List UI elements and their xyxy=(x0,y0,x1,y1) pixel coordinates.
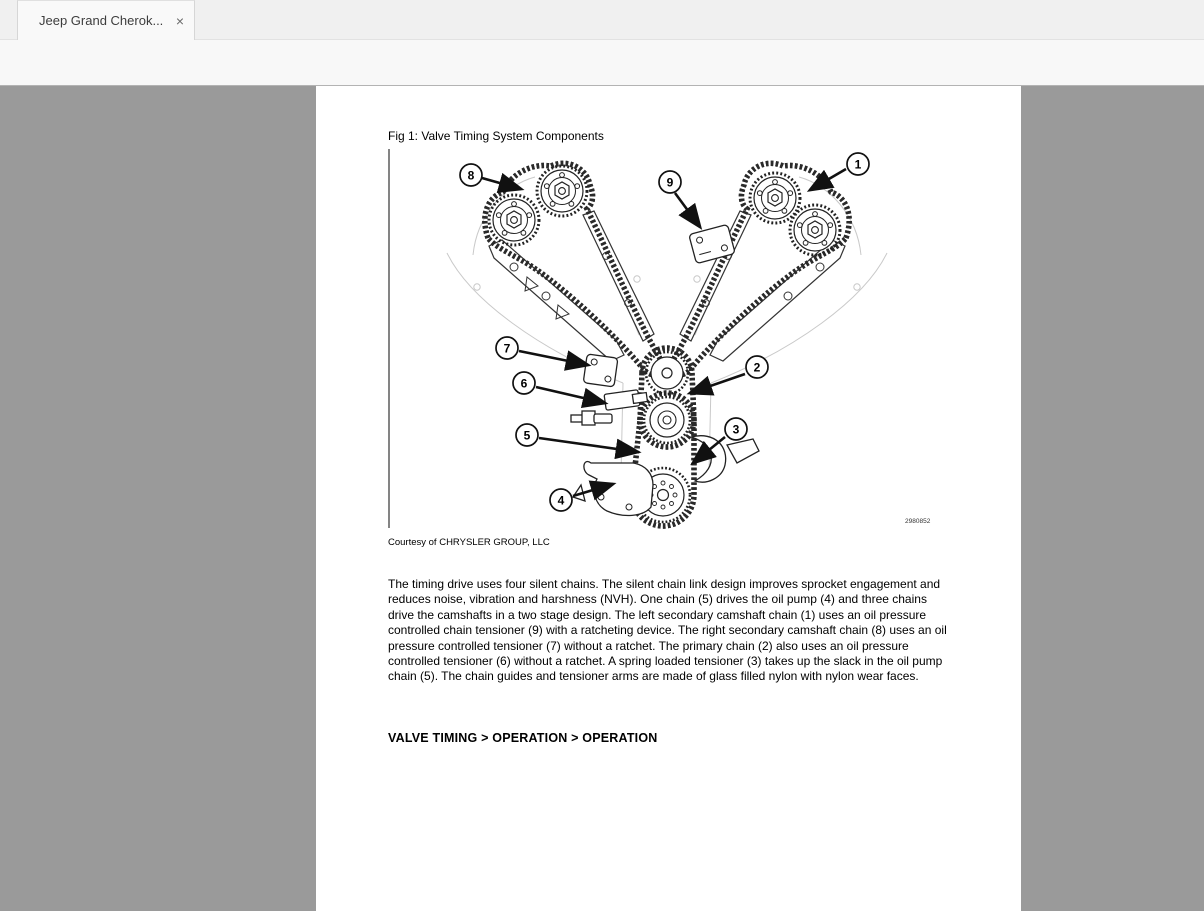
tab-title: Jeep Grand Cherok... xyxy=(39,13,164,28)
callout-4: 4 xyxy=(557,493,565,508)
callout-5: 5 xyxy=(523,428,531,443)
callout-6: 6 xyxy=(520,376,528,391)
pdf-page xyxy=(316,86,1021,911)
tensioner-bracket xyxy=(727,439,759,463)
figure-caption: Fig 1: Valve Timing System Components xyxy=(388,129,604,143)
callout-1: 1 xyxy=(854,157,862,172)
document-canvas[interactable] xyxy=(0,86,1204,911)
document-tab[interactable] xyxy=(17,0,195,40)
tab-close-icon[interactable]: × xyxy=(175,12,184,29)
callout-8: 8 xyxy=(467,168,475,183)
callout-9: 9 xyxy=(666,175,674,190)
document-tab-bar xyxy=(0,0,1204,40)
body-paragraph: The timing drive uses four silent chains. The silent chain link design improves sprocket engagement and reduces noise, vibration and harshness (NVH). One chain (5) drives the oil pump (4) and three chains drive the camshafts in a two stage design. The left secondary camshaft chain (1) uses an oil pressure controlled chain tensioner (9) with a ratcheting device. The right secondary camshaft chain (8) uses an oil pressure controlled tensioner (7) without a ratchet. The primary chain (2) also uses an oil pressure controlled tensioner (6) without a ratchet. A spring loaded tensioner (3) takes up the slack in the oil pump chain (5). The chain guides and tensioner arms are made of glass filled nylon with nylon wear faces. xyxy=(388,577,947,684)
callout-3: 3 xyxy=(732,422,740,437)
courtesy-line: Courtesy of CHRYSLER GROUP, LLC xyxy=(388,537,550,548)
valve-timing-diagram xyxy=(385,145,965,535)
oil-pump xyxy=(573,462,653,516)
main-toolbar xyxy=(0,40,1204,86)
figure-code: 2980852 xyxy=(905,518,931,525)
section-heading: VALVE TIMING > OPERATION > OPERATION xyxy=(388,731,658,745)
callout-2: 2 xyxy=(753,360,761,375)
oil-pressure-sensor xyxy=(571,411,612,425)
callout-7: 7 xyxy=(503,341,511,356)
left-secondary-tensioner xyxy=(583,354,618,387)
